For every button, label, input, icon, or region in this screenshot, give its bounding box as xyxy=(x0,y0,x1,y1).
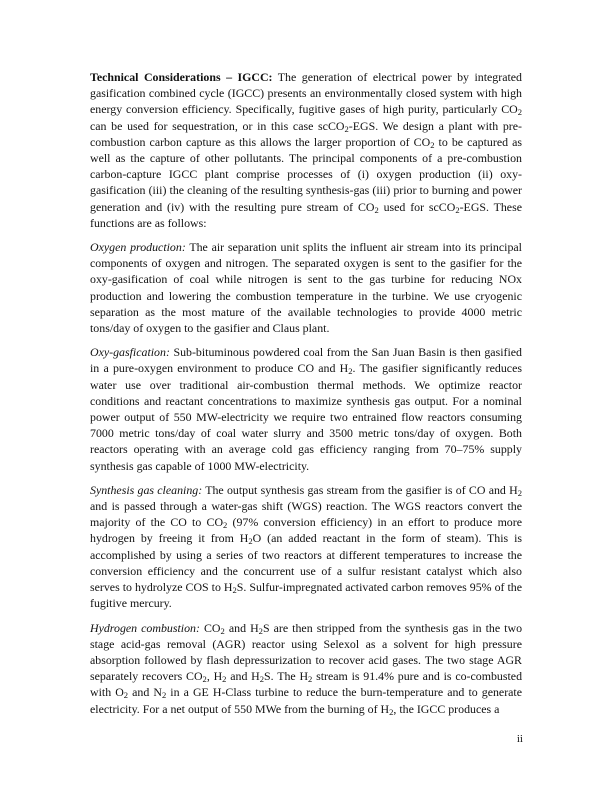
text-run: can be used for sequestration, or in this case scCO xyxy=(90,118,345,133)
text-run: and H xyxy=(226,669,260,684)
paragraph-text xyxy=(90,70,522,230)
paragraph-heading: Technical Considerations – IGCC: xyxy=(90,70,273,84)
text-run: The output synthesis gas stream from the gasifier is of CO and H xyxy=(202,482,518,497)
paragraph-text xyxy=(90,483,522,610)
subscript: 2 xyxy=(223,520,228,531)
text-run: The generation of electrical power by integrated gasification combined cycle (IGCC) presents an environmentally closed system with high energy conversion efficiency. Specifically, fugitive gases of high purity, particularly CO xyxy=(90,70,522,117)
text-run: in a GE H-Class turbine to reduce the burn-temperature and to generate electricity. For a net output of 550 MWe from the burning of H xyxy=(90,685,523,716)
text-run: CO xyxy=(199,620,221,635)
text-run: (97% conversion efficiency) in an effort to produce more hydrogen by freeing it from H xyxy=(90,515,522,546)
subscript: 2 xyxy=(258,625,263,636)
subscript: 2 xyxy=(348,366,353,377)
subscript: 2 xyxy=(430,139,435,150)
paragraph-heading: Oxy-gasfication: xyxy=(90,345,170,360)
text-run: , the IGCC produces a xyxy=(393,701,500,716)
text-run: and N xyxy=(128,685,162,700)
text-run: -EGS. These functions are as follows: xyxy=(90,199,522,230)
text-run: to be captured as well as the capture of other pollutants. The principal components of a pre-combustion carbon-capture IGCC plant comprise processes of (i) oxygen production (ii) oxy-gasification (iii) the cleaning of the resulting synthesis-gas (iii) prior to burning and power generation and (iv) with the resulting pure stream of CO xyxy=(90,134,523,214)
subscript: 2 xyxy=(259,674,265,685)
text-run: , H xyxy=(206,669,223,684)
paragraph-heading: Synthesis gas cleaning: xyxy=(90,482,203,497)
paragraph-oxygen-production xyxy=(90,239,522,336)
subscript: 2 xyxy=(248,536,253,547)
paragraph-hydrogen-combustion xyxy=(90,620,522,717)
subscript: 2 xyxy=(517,488,522,499)
text-run: stream is 91.4% pure and is co-combusted with O xyxy=(90,669,523,700)
subscript: 2 xyxy=(220,625,225,636)
paragraph-heading: Oxygen production: xyxy=(90,240,186,255)
subscript: 2 xyxy=(374,204,379,215)
text-run: and is passed through a water-gas shift (WGS) reaction. The WGS reactors convert the majority of the CO to CO xyxy=(90,499,522,530)
text-run: used for scCO xyxy=(378,199,456,214)
subscript: 2 xyxy=(389,706,394,717)
subscript: 2 xyxy=(161,690,167,701)
subscript: 2 xyxy=(308,674,313,685)
text-run: S are then stripped from the synthesis gas in the two stage acid-gas removal (AGR) reactor using Selexol as a solvent for high pressure absorption followed by flash depressurization to recover acid gases. The two stage AGR separately recovers CO xyxy=(90,620,523,684)
page-number: ii xyxy=(516,733,523,745)
subscript: 2 xyxy=(232,585,237,596)
paragraph-synthesis-gas-cleaning xyxy=(90,482,522,612)
paragraph-text xyxy=(90,345,522,472)
text-run: . The gasifier significantly reduces water use over traditional air-combustion thermal methods. We optimize reactor conditions and reactant concentrations to maximize synthesis gas output. For a nominal power output of 550 MW-electricity we require two entrained flow reactors consuming 7000 metric tons/day of coal water slurry and 3500 metric tons/day of oxygen. Both reactors operating with an average cold gas efficiency ranging from 70–75% supply synthesis gas capable of 1000 MW-electricity. xyxy=(90,361,522,473)
text-run: The air separation unit splits the influent air stream into its principal components of oxygen and nitrogen. The separated oxygen is sent to the gasifier for the oxy-gasification of coal while nitrogen is sent to the gas turbine for reducing NOx production and lowering the combustion temperature in the turbine. We use cryogenic separation as the most mature of the available technologies to provide 4000 metric tons/day of oxygen to the gasifier and Claus plant. xyxy=(90,240,522,336)
subscript: 2 xyxy=(222,674,227,685)
paragraph-technical-considerations xyxy=(90,69,522,231)
paragraph-text xyxy=(90,240,522,335)
subscript: 2 xyxy=(455,204,460,215)
text-run: S. Sulfur-impregnated activated carbon removes 95% of the fugitive mercury. xyxy=(90,580,523,611)
text-run: Sub-bituminous powdered coal from the San Juan Basin is then gasified in a pure-oxygen environment to produce CO and H xyxy=(90,345,522,376)
document-body xyxy=(90,69,522,725)
subscript: 2 xyxy=(517,107,522,118)
text-run: S. The H xyxy=(264,669,309,684)
subscript: 2 xyxy=(344,123,349,134)
subscript: 2 xyxy=(202,674,207,685)
text-run: -EGS. We design a plant with pre-combustion carbon capture as this allows the larger proportion of CO xyxy=(90,118,522,149)
paragraph-oxy-gasification xyxy=(90,344,522,474)
paragraph-heading: Hydrogen combustion: xyxy=(90,620,200,635)
text-run: and H xyxy=(224,620,259,635)
subscript: 2 xyxy=(123,690,129,701)
text-run: O (an added reactant in the form of steam). This is accomplished by using a series of two reactors at different temperatures to increase the conversion efficiency and the concurrent use of a sulfur resistant catalyst which also serves to hydrolyze COS to H xyxy=(90,531,522,595)
